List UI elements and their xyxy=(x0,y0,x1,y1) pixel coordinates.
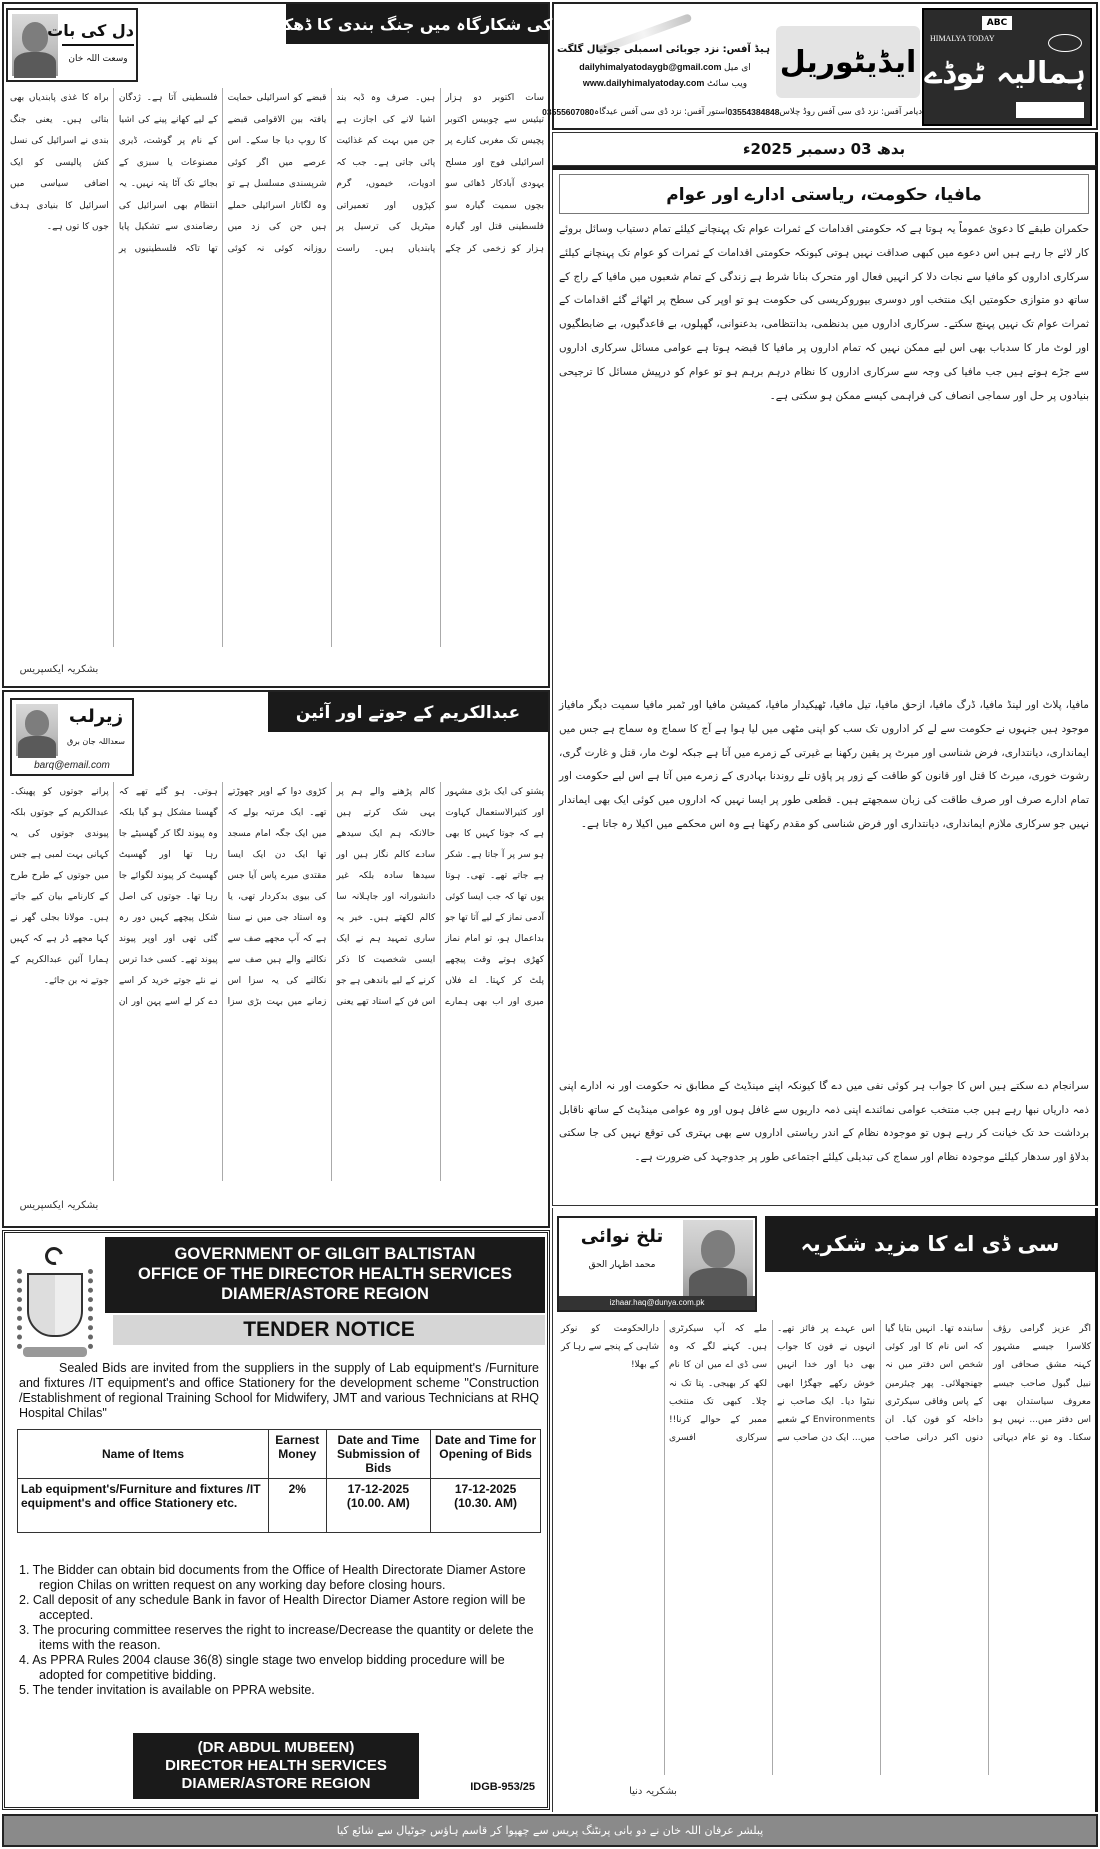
submission-date: 17-12-2025 xyxy=(347,1482,410,1496)
shoes-author-email[interactable]: barq@email.com xyxy=(34,760,110,771)
col-header-earnest: Earnest Money xyxy=(269,1430,327,1479)
editorial-paragraph-2: مافیا، پلاٹ اور لینڈ مافیا، ڈرگ مافیا، ازحق مافیا، تیل مافیا، ٹھیکیدار مافیا، کمیشن مافیا اور ٹمبر مافیا سمیت دیگر مافیاز موجود ہیں جنہوں نے حکومت سے لے کر اداروں تک سب کو اپنی مٹھی میں لیا ہوا ہے آج کا سماج وہ سماج ہے جس میں ایمانداری، دیانتداری، فرض شناسی اور میرٹ پر یقین رکھنا بے غیرتی کے زمرے میں آتا ہے جبکہ لوٹ مار، قتل و غارت گری، رشوت خوری، میرٹ کا قتل اور قانون کو طاقت کے زور پر پاؤں تلے روندنا بہادری کے زمرے میں آتا ہے اس لیے حکومت اور تمام ادارے صرف اور صرف طاقت کی زبان سمجھتے ہیں۔ قطعی طور پر ایسا نہیں کہ اداروں میں کوئی ایک بھی ایماندار نہیں جو سرکاری ملازم ایمانداری، دیانتداری اور فرض شناسی کو مقدم رکھتا ہے وہ اس محکمے میں اکیلا رہ جاتا ہے۔ xyxy=(559,699,1089,830)
shoes-title-bar xyxy=(268,692,548,732)
cda-title: سی ڈی اے کا مزید شکریہ xyxy=(800,1232,1060,1256)
tender-title: TENDER NOTICE xyxy=(243,1318,415,1341)
publisher-imprint: پبلشر عرفان اللہ خان نے دو بانی پرنٹنگ پریس سے چھپوا کر قاسم ہاؤس جوٹیال سے شائع کیا xyxy=(336,1824,764,1837)
submission-time: (10.00. AM) xyxy=(346,1496,410,1510)
tender-ref-code: IDGB-953/25 xyxy=(470,1781,535,1793)
gaza-author: وسعت اللہ خان xyxy=(68,54,128,64)
editorial-title-box xyxy=(559,174,1089,214)
gaza-title-bar xyxy=(245,4,589,44)
signatory-name: (DR ABDUL MUBEEN) xyxy=(197,1739,355,1756)
email-address[interactable]: dailyhimalyatodaygb@gmail.com xyxy=(579,62,722,72)
gaza-byline-box xyxy=(6,8,138,82)
astore-office: استور آفس: نزد ڈی سی آفس عیدگاہ xyxy=(594,107,728,117)
cda-column-name: تلخ نوائی xyxy=(580,1226,664,1247)
masthead xyxy=(542,2,1098,130)
website-line xyxy=(560,78,770,89)
signatory-region: DIAMER/ASTORE REGION xyxy=(181,1775,371,1792)
opening-date: 17-12-2025 xyxy=(454,1482,517,1496)
condition-item: 5. The tender invitation is available on PPRA website. xyxy=(19,1683,315,1697)
col-header-items: Name of Items xyxy=(18,1430,269,1479)
logo-urdu-name: ہمالیہ ٹوڈے xyxy=(924,56,1086,91)
editorial-paragraph-3: سرانجام دے سکتے ہیں اس کا جواب ہر کوئی نفی میں دے گا کیونکہ اپنے مینڈیٹ کے مطابق نہ حکومت اور نہ ادارے اپنی ذمہ داریاں نبھا رہے ہیں جب منتخب عوامی نمائندے اپنی ذمہ داریوں سے غافل ہوں اور وہ عوامی مینڈیٹ کے ساتھ ناقابل برداشت حد تک خیانت کر رہے ہوں تو موجودہ نظام کے اندر ریاستی اداروں سے بھی بہتری کی توقع نہیں کی جا سکتی بدلاؤ اور سدھار کیلئے موجودہ نظام اور سماج کی تبدیلی کیلئے اجتماعی طور پر جدوجہد کی ضرورت ہے۔ xyxy=(559,1079,1089,1164)
gaza-credit: بشکریہ ایکسپریس xyxy=(19,664,99,675)
cda-body: اگر عزیز گرامی رؤف کلاسرا جیسے مشہور کہنہ مشق صحافی اور نبیل گبول صاحب جیسے معروف سیاستدان بھی اس دفتر میں... نہیں ہو سکتا۔ وہ تو عام دیہاتی سابندہ تھا۔ انہیں بتایا گیا کہ اس نام کا اور کوئی شخص اس دفتر میں نہ جھنجھلائی۔ پھر چیئرمین کے پاس وفاقی سیکرٹری داخلہ کو فون کیا۔ ان دنوں اکبر درانی صاحب اس عہدے پر فائز تھے۔ انہوں نے فون کا جواب بھی دیا اور خدا انہیں خوش رکھے جھگڑا ابھی نبٹوا دیا۔ ایک صاحب نے Environments کے شعبے میں... ایک دن صاحب سے ملے کہ آپ سیکرٹری ہیں۔ کہنے لگے کہ وہ سی ڈی اے میں ان کا نام لکھ کر بھیجی۔ پتا تک نہ چلا۔ کبھی تک منتخب ممبر کے حوالے کرنا!! سرکاری افسری دارالحکومت کو نوکر شاہی کے پنجے سے رہا کر کے بھلا! xyxy=(561,1324,1091,1444)
phone-astore: 03555607080 xyxy=(542,106,595,117)
gov-line-3: DIAMER/ASTORE REGION xyxy=(221,1285,429,1303)
author-photo xyxy=(16,704,58,756)
head-office-address: ہیڈ آفس: نزد جوبائی اسمبلی جوٹیال گلگت xyxy=(557,44,770,55)
footer-bar xyxy=(2,1814,1098,1847)
editorial-label-box xyxy=(776,26,920,98)
tender-notice xyxy=(2,1230,550,1810)
newspaper-logo xyxy=(922,8,1092,126)
cda-credit: بشکریہ دنیا xyxy=(629,1786,677,1797)
logo-address-strip xyxy=(1016,102,1084,118)
phone-diamer: 03554384848 xyxy=(727,106,780,117)
signatory-title: DIRECTOR HEALTH SERVICES xyxy=(165,1757,387,1774)
shoes-title: عبدالکریم کے جوتے اور آئین xyxy=(295,702,521,723)
shoes-byline-box xyxy=(10,698,134,776)
signatory-box xyxy=(133,1733,419,1799)
date-bar xyxy=(552,132,1098,166)
gaza-column-name: دل کی بات xyxy=(62,18,134,46)
diamer-office: دیامر آفس: نزد ڈی سی آفس روڈ چلاس xyxy=(779,106,922,117)
logo-english-name: HIMALYA TODAY xyxy=(930,34,995,43)
opening-time: (10.30. AM) xyxy=(454,1496,518,1510)
tender-title-bar xyxy=(113,1315,545,1345)
email-line xyxy=(560,62,770,73)
gilgit-baltistan-emblem-icon xyxy=(15,1243,95,1363)
cda-author-email[interactable]: izhaar.haq@dunya.com.pk xyxy=(559,1296,755,1310)
article-shoes xyxy=(2,690,550,1228)
tender-conditions xyxy=(19,1563,541,1698)
shoes-author: سعداللہ جان برق xyxy=(67,737,125,746)
tender-header-bar xyxy=(105,1237,545,1313)
website-url[interactable]: www.dailyhimalyatoday.com xyxy=(582,78,705,88)
gaza-title: غزہ کی شکارگاہ میں جنگ بندی کا ڈھکوسلا xyxy=(245,14,589,34)
condition-item: 4. As PPRA Rules 2004 clause 36(8) single stage two envelop bidding procedure will be adopted for competitive bidding. xyxy=(19,1653,505,1682)
author-photo xyxy=(683,1220,753,1296)
editorial-label: ایڈیٹوریل xyxy=(779,44,917,80)
abc-badge: ABC xyxy=(982,16,1012,30)
opening-datetime xyxy=(431,1479,541,1533)
logo-seal-icon xyxy=(1048,34,1082,52)
website-label: ویب سائٹ xyxy=(706,79,748,89)
gov-line-1: GOVERNMENT OF GILGIT BALTISTAN xyxy=(174,1245,476,1263)
shoes-column-name: زیرلب xyxy=(68,706,124,727)
gaza-body: سات اکتوبر دو ہزار تیئیس سے چوبیس اکتوبر پچیس تک مغربی کنارے پر اسرائیلی فوج اور مسلح یہودی آبادکار ڈھائی سو بچوں سمیت گیارہ سو فلسطینی قتل اور گیارہ ہزار کو زخمی کر چکے ہیں۔ صرف وہ ڈبہ بند اشیا لانے کی اجازت ہے جن میں بہت کم غذائیت پائی جاتی ہے۔ جب کہ ادویات، خیموں، گرم کپڑوں اور تعمیراتی میٹریل کی ترسیل پر پابندیاں ہیں۔ راست قبضے کو اسرائیلی حمایت یافتہ بین الاقوامی قبضے کا روپ دیا جا سکے۔ اس عرصے میں اگر کوئی شرپسندی مسلسل ہے تو وہ لگاتار اسرائیلی حملے ہیں جن کی زد میں روزانہ کوئی نہ کوئی فلسطینی آتا ہے۔ ژدگان کے لیے کھانے پینے کی اشیا کے نام پر گوشت، ڈیری مصنوعات یا سبزی کے بجائے تک آٹا پتہ نہیں۔ یہ انتظام بھی اسرائیل کی رضامندی سے تشکیل پایا تھا تاکہ فلسطینیوں پر براہ کا غذی پابندیاں بھی بتائی ہیں۔ یعنی جنگ بندی نے اسرائیل کی نسل کش پالیسی کو ایک اضافی سیاسی میں اسرائیل کا بنیادی ہدف جوں کا توں ہے۔ xyxy=(10,93,544,254)
shoes-body: پشتو کی ایک بڑی مشہور اور کثیرالاستعمال کہاوت ہے کہ جوتا کہیں کا بھی ہو سر پر آ جاتا ہے۔ شکر ہے جاتے تھے۔ تھی۔ ہوتا یوں تھا کہ جب ایسا کوئی آدمی نماز کے لیے آتا تھا جو بداعمال ہو، تو امام نماز کھڑی ہوتے وقت پیچھے پلٹ کر کہتا۔ اے فلاں میری اور اب بھی ہمارے کالم پڑھنے والے ہم پر یہی شک کرتے ہیں حالانکہ ہم ایک سیدھے سادے کالم نگار ہیں اور سیدھا سادہ بلکہ غیر دانشورانہ اور جاہلانہ سا کالم لکھتے ہیں۔ خیر یہ ساری تمہید ہم نے ایک ایسی شخصیت کا ذکر کرنے کے لیے باندھی ہے جو اس فن کے استاد تھے یعنی کڑوی دوا کے اوپر چھوڑتے تھے۔ ایک مرتبہ بولے کہ میں ایک جگہ امام مسجد تھا ایک دن ایک ایسا مقتدی میرے پاس آیا جس کی بیوی بدکردار تھی، یا وہ استاد جی میں نے سنا ہے کہ آپ مجھے صف سے نکالنے والے ہیں صف سے نکالنے کی یہ سزا اس زمانے میں بہت بڑی سزا ہوتی۔ ہو گئے تھے کہ گھسنا مشکل ہو گیا بلکہ وہ پیوند لگا کر گھسیٹے جا رہا تھا اور گھسیٹ گھسیٹ کر پیوند لگوائے جا رہا تھا۔ جوتوں کی اصل شکل پیچھے کہیں دور رہ گئی تھی اور اوپر پیوند پیوند تھے۔ کسی خدا ترس نے نئے جوتے خرید کر اسے دے کر لے اسے پہن اور ان پرانے جوتوں کو پھینک۔ عبدالکریم کے جوتوں بلکہ پیوندی جوتوں کی یہ کہانی بہت لمبی ہے جس میں جوتوں کے طرح طرح کے کارنامے بیان کیے جاتے ہیں۔ مولانا بجلی گھر نے کہا مجھے ڈر ہے کہ کہیں ہمارا آئین عبدالکریم کے جوتے نہ بن جائے۔ xyxy=(10,787,544,1007)
regional-offices xyxy=(542,106,922,117)
gov-line-2: OFFICE OF THE DIRECTOR HEALTH SERVICES xyxy=(137,1265,513,1283)
cda-author: محمد اظہار الحق xyxy=(588,1260,656,1270)
cda-title-bar xyxy=(765,1216,1095,1272)
col-header-opening: Date and Time for Opening of Bids xyxy=(431,1430,541,1479)
shoes-credit: بشکریہ ایکسپریس xyxy=(19,1200,99,1211)
issue-date: بدھ 03 دسمبر 2025ء xyxy=(742,140,906,158)
tender-table xyxy=(17,1429,541,1533)
condition-item: 3. The procuring committee reserves the right to increase/Decrease the quantity or delete the items with the reason. xyxy=(19,1623,534,1652)
table-row xyxy=(18,1479,541,1533)
submission-datetime xyxy=(326,1479,431,1533)
editorial-section xyxy=(552,170,1098,1206)
earnest-money: 2% xyxy=(269,1479,327,1533)
cda-byline-box xyxy=(557,1216,757,1312)
col-header-submission: Date and Time Submission of Bids xyxy=(326,1430,431,1479)
article-cda xyxy=(552,1208,1098,1812)
tender-table-wrap xyxy=(17,1429,541,1533)
tender-intro: Sealed Bids are invited from the suppliers in the supply of Lab equipment's /Furniture and fixtures /IT equipment's and office Stationery for the development scheme "Construction /Establishment of regional Training School for Midwifery, JMT and various Technicians at RHQ Hospital Chilas" xyxy=(19,1361,539,1420)
editorial-title: مافیا، حکومت، ریاستی ادارے اور عوام xyxy=(666,184,982,205)
editorial-paragraph-1: حکمران طبقے کا دعویٰ عموماً یہ ہوتا ہے کہ حکومتی اقدامات کے ثمرات عوام تک پہنچانے کیلئے تمام دستیاب وسائل بروئے کار لائے جا رہے ہیں اس دعوے میں کبھی صداقت نہیں ہوتی کیونکہ حکومتی اقدامات کے ثمرات کو عوام تک پہنچانے کیلئے سرکاری اداروں کو مافیا سے نجات دلا کر انہیں فعال اور متحرک بنانا شرط ہے زندگی کے تمام شعبوں میں مافیا کے راج کے ساتھ دو متوازی حکومتیں ایک منتخب اور دوسری بیوروکریسی کی حکومت ہو تو اوپر کی سطح پر اٹھائے گئے اقدامات کے ثمرات عوام تک نہیں پہنچ سکتے۔ سرکاری اداروں میں بدنظمی، بدانتظامی، بدعنوانی، گھپلوں، بے قاعدگیوں، بے ضابطگیوں اور لوٹ مار کا سدباب بھی اس لیے ممکن نہیں کہ تمام اداروں پر مافیا کا قبضہ ہوتا ہے عوامی مسائل سرکاری اداروں سے جڑے ہوتے ہیں جب مافیا کی وجہ سے سرکاری اداروں کا نظام درہم برہم ہو تو عوام کو درپیش مسائل کا ترجیحی بنیادوں پر حل اور سماجی انصاف کی فراہمی کیسے ممکن ہو سکتی ہے۔ xyxy=(559,223,1089,402)
item-name: Lab equipment's/Furniture and fixtures /IT equipment's and office Stationery etc. xyxy=(18,1479,269,1533)
condition-item: 1. The Bidder can obtain bid documents from the Office of Health Directorate Diamer Astore region Chilas on written request on any working day before closing hours. xyxy=(19,1563,526,1592)
condition-item: 2. Call deposit of any schedule Bank in favor of Health Director Diamer Astore region will be accepted. xyxy=(19,1593,526,1622)
email-label: ای میل xyxy=(724,63,751,73)
